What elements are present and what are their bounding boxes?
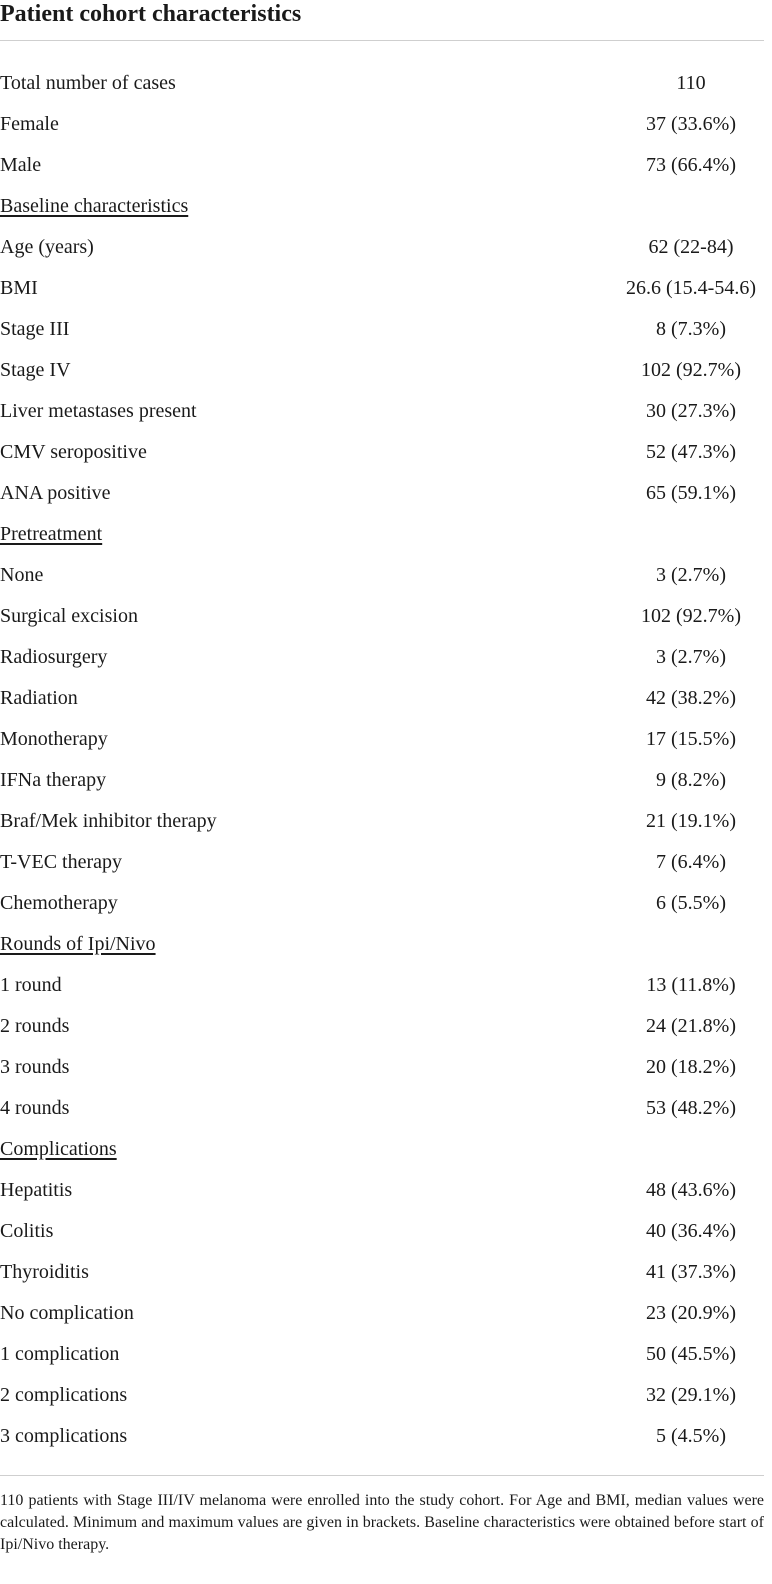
row-label: Hepatitis [0,1179,73,1201]
table-row [0,309,764,350]
section-heading: Pretreatment [0,523,103,545]
section-header-row [0,186,764,227]
row-label: IFNa therapy [0,769,107,791]
row-value: 42 (38.2%) [646,687,736,709]
row-value: 3 (2.7%) [656,564,726,586]
row-label: Monotherapy [0,728,108,750]
row-label: Total number of cases [0,72,176,94]
table-row [0,1088,764,1129]
table-row [0,801,764,842]
row-label: Male [0,154,42,176]
row-value: 40 (36.4%) [646,1220,736,1242]
row-value: 32 (29.1%) [646,1384,736,1406]
row-label: Stage III [0,318,70,340]
row-label: T-VEC therapy [0,851,123,873]
table-row [0,1252,764,1293]
row-label: CMV seropositive [0,441,147,463]
table-row [0,1211,764,1252]
row-value: 37 (33.6%) [646,113,736,135]
row-value: 3 (2.7%) [656,646,726,668]
row-label: No complication [0,1302,134,1324]
table-row [0,350,764,391]
row-value: 41 (37.3%) [646,1261,736,1283]
row-value: 53 (48.2%) [646,1097,736,1119]
table-row [0,883,764,924]
row-value: 23 (20.9%) [646,1302,736,1324]
table-title: Patient cohort characteristics [0,1,302,27]
table-row [0,63,764,104]
row-label: ANA positive [0,482,111,504]
row-value: 102 (92.7%) [641,359,741,381]
table-row [0,1047,764,1088]
row-value: 30 (27.3%) [646,400,736,422]
table-row [0,1375,764,1416]
row-label: 4 rounds [0,1097,70,1119]
table-row [0,678,764,719]
row-value: 65 (59.1%) [646,482,736,504]
row-label: Radiation [0,687,78,709]
row-label: Radiosurgery [0,646,108,668]
table-row [0,1334,764,1375]
row-value: 50 (45.5%) [646,1343,736,1365]
row-label: None [0,564,44,586]
section-heading: Baseline characteristics [0,195,189,217]
row-value: 110 [676,72,706,94]
table-row [0,719,764,760]
row-value: 62 (22-84) [648,236,734,258]
row-label: 3 complications [0,1425,128,1447]
table-footnote: 110 patients with Stage III/IV melanoma were enrolled into the study cohort. For Age and BMI, median values were calculated. Minimum and maximum values are given in brackets. Baseline characteristics were obtained before start of Ipi/Nivo therapy. [0,1492,764,1553]
row-value: 6 (5.5%) [656,892,726,914]
table-row [0,965,764,1006]
table-row [0,227,764,268]
row-label: BMI [0,277,38,299]
row-value: 17 (15.5%) [646,728,736,750]
row-value: 24 (21.8%) [646,1015,736,1037]
row-value: 7 (6.4%) [656,851,726,873]
table-row [0,1170,764,1211]
row-label: Liver metastases present [0,400,197,422]
bottom-divider [0,1475,764,1476]
section-header-row [0,1129,764,1170]
row-label: Colitis [0,1220,54,1242]
row-value: 13 (11.8%) [646,974,736,996]
row-value: 5 (4.5%) [656,1425,726,1447]
table-row [0,432,764,473]
table-row [0,1293,764,1334]
section-header-row [0,924,764,965]
table-row [0,596,764,637]
row-label: 3 rounds [0,1056,70,1078]
table-row [0,842,764,883]
table-row [0,1416,764,1457]
row-value: 26.6 (15.4-54.6) [626,277,756,299]
row-label: 1 complication [0,1343,120,1365]
table-body [0,63,764,1457]
table-row [0,760,764,801]
section-header-row [0,514,764,555]
row-value: 48 (43.6%) [646,1179,736,1201]
row-label: 2 complications [0,1384,128,1406]
row-label: Braf/Mek inhibitor therapy [0,810,217,832]
row-value: 52 (47.3%) [646,441,736,463]
row-label: 2 rounds [0,1015,70,1037]
row-label: Thyroiditis [0,1261,89,1283]
table-row [0,104,764,145]
table-row [0,555,764,596]
row-value: 20 (18.2%) [646,1056,736,1078]
row-value: 102 (92.7%) [641,605,741,627]
table-row [0,1006,764,1047]
row-value: 8 (7.3%) [656,318,726,340]
row-label: Chemotherapy [0,892,118,914]
row-label: Female [0,113,59,135]
row-value: 9 (8.2%) [656,769,726,791]
table-row [0,391,764,432]
section-heading: Complications [0,1138,117,1160]
row-value: 21 (19.1%) [646,810,736,832]
row-label: Stage IV [0,359,71,381]
row-label: Age (years) [0,236,94,258]
row-value: 73 (66.4%) [646,154,736,176]
table-row [0,145,764,186]
table-row [0,473,764,514]
table-row [0,637,764,678]
table-row [0,268,764,309]
row-label: Surgical excision [0,605,138,627]
section-heading: Rounds of Ipi/Nivo [0,933,156,955]
row-label: 1 round [0,974,62,996]
top-divider [0,40,764,41]
